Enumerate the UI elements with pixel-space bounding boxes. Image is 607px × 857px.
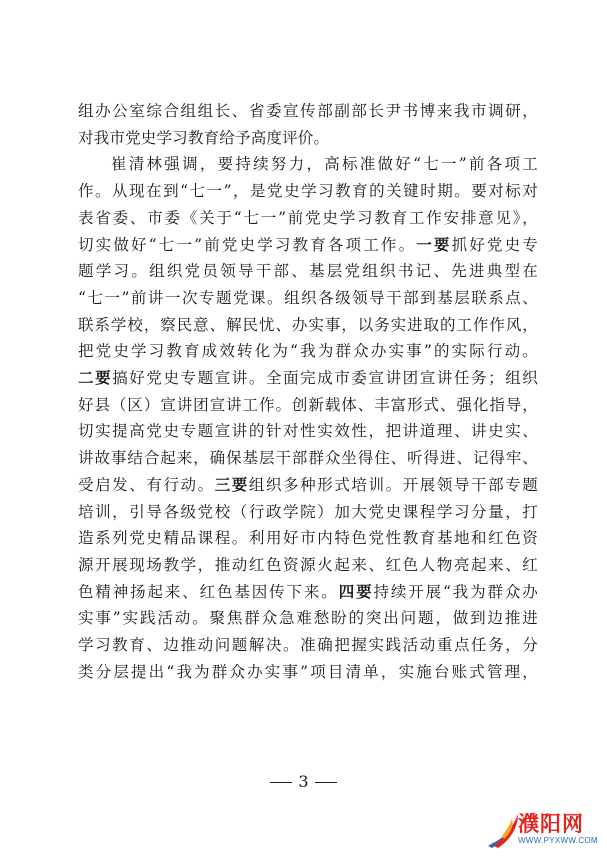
- text-line: 表省委、市委《关于“七一”前党史学习教育工作安排意见》，: [78, 208, 538, 227]
- text-line: 讲故事结合起来，确保基层干部群众坐得住、听得进、记得牢、: [78, 449, 538, 468]
- point-marker: 二要: [78, 368, 113, 387]
- watermark-url: WWW.PYXWW.COM: [518, 836, 598, 845]
- text-run: 组织多种形式培训。开展领导干部专题: [248, 475, 538, 494]
- dash-left: [270, 782, 292, 783]
- text-run: 搞好党史专题宣讲。全面完成市委宣讲团宣讲任务；组织: [112, 369, 538, 387]
- text-line: 题学习。组织党员领导干部、基层党组织书记、先进典型在: [78, 262, 538, 281]
- text-line: [78, 368, 538, 388]
- point-marker: 四要: [338, 581, 374, 601]
- text-run: 受启发、有行动。: [78, 475, 215, 494]
- text-line: 造系列党史精品课程。利用好市内特色党性教育基地和红色资: [78, 529, 538, 548]
- text-line: 联系学校，察民意、解民忧、办实事，以务实进取的工作作风，: [78, 315, 538, 334]
- text-line: 把党史学习教育成效转化为“我为群众办实事”的实际行动。: [78, 342, 538, 361]
- text-line: 学习教育、边推动问题解决。准确把握实践活动重点任务，分: [78, 636, 538, 654]
- watermark-logo: [484, 806, 602, 852]
- text-line: 实事”实践活动。聚焦群众急难愁盼的突出问题，做到边推进: [78, 609, 538, 628]
- text-line: [78, 475, 538, 495]
- text-line: 作。从现在到“七一”，是党史学习教育的关键时期。要对标对: [78, 182, 538, 201]
- page-number: [0, 772, 607, 792]
- watermark-brand: 濮阳网: [518, 812, 584, 836]
- text-line: “七一”前讲一次专题党课。组织各级领导干部到基层联系点、: [78, 288, 538, 307]
- text-line: 好县（区）宣讲团宣讲工作。创新载体、丰富形式、强化指导，: [78, 395, 538, 414]
- text-line: 崔清林强调，要持续努力，高标准做好“七一”前各项工: [111, 155, 538, 174]
- text-line: 切实提高党史专题宣讲的针对性实效性，把讲道理、讲史实、: [78, 422, 538, 441]
- text-line: 培训，引导各级党校（行政学院）加大党史课程学习分量，打: [78, 502, 538, 521]
- text-run: 抓好党史专: [451, 235, 538, 254]
- text-line: 对我市党史学习教育给予高度评价。: [78, 128, 330, 147]
- dash-right: [315, 782, 337, 783]
- text-line: [78, 235, 538, 255]
- text-line: 类分层提出“我为群众办实事”项目清单，实施台账式管理，: [78, 662, 538, 681]
- text-run: 色精神扬起来、红色基因传下来。: [78, 582, 339, 601]
- text-line: 源开展现场教学，推动红色资源火起来、红色人物亮起来、红: [78, 555, 538, 574]
- point-marker: 一要: [416, 234, 452, 254]
- point-marker: 三要: [214, 474, 249, 494]
- text-line: 组办公室综合组组长、省委宣传部副部长尹书博来我市调研，: [78, 102, 538, 120]
- page-number-value: 3: [298, 772, 309, 791]
- text-run: 切实做好“七一”前党史学习教育各项工作。: [78, 235, 417, 254]
- text-run: 持续开展“我为群众办: [373, 582, 538, 601]
- text-line: [78, 582, 538, 602]
